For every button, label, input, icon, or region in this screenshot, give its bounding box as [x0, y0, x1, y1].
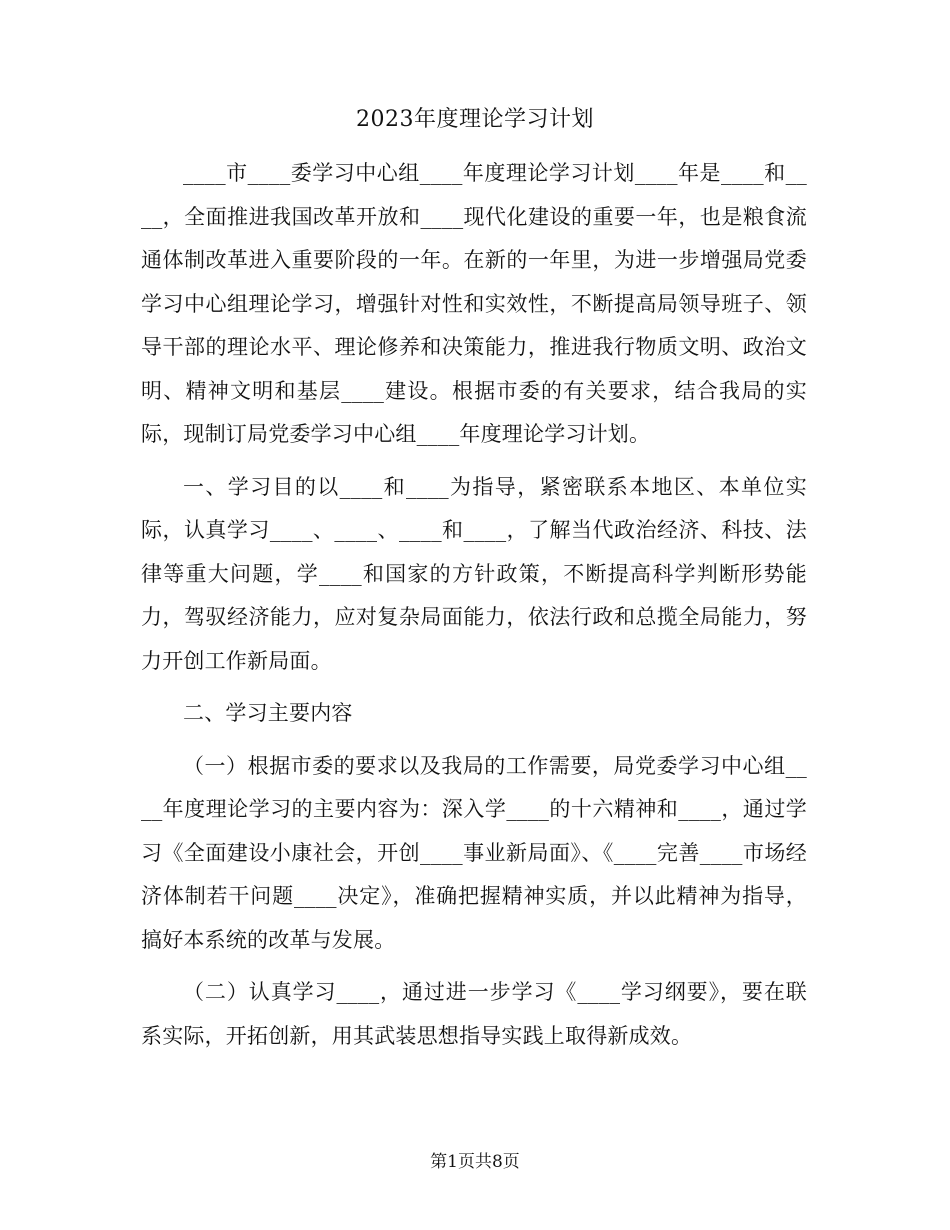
paragraph-intro: ____市____委学习中心组____年度理论学习计划____年是____和____，全面推进我国改革开放和____现代化建设的重要一年，也是粮食流通体制改革进入重要阶段的一年。在新的一年里，为进一步增强局党委学习中心组理论学习，增强针对性和实效性，不断提高局领导班子、领导干部的理论水平、理论修养和决策能力，推进我行物质文明、政治文明、精神文明和基层____建设。根据市委的有关要求，结合我局的实际，现制订局党委学习中心组____年度理论学习计划。 [141, 161, 807, 446]
document-body [141, 152, 807, 1058]
paragraph-section-2-heading: 二、学习主要内容 [183, 701, 353, 725]
paragraph-section-1: 一、学习目的以____和____为指导，紧密联系本地区、本单位实际，认真学习____、____、____和____，了解当代政治经济、科技、法律等重大问题，学____和国家的方针政策，不断提高科学判断形势能力，驾驭经济能力，应对复杂局面能力，依法行政和总揽全局能力，努力开创工作新局面。 [141, 474, 807, 673]
paragraph-section-2-item-2: （二）认真学习____，通过进一步学习《____学习纲要》，要在联系实际，开拓创新，用其武装思想指导实践上取得新成效。 [141, 980, 807, 1048]
page-number-footer: 第1页共8页 [430, 1152, 520, 1172]
paragraph-section-2-item-1: （一）根据市委的要求以及我局的工作需要，局党委学习中心组____年度理论学习的主要内容为：深入学____的十六精神和____，通过学习《全面建设小康社会，开创____事业新局面》、《____完善____市场经济体制若干问题____决定》，准确把握精神实质，并以此精神为指导，搞好本系统的改革与发展。 [141, 753, 807, 952]
document-title: 2023年度理论学习计划 [356, 107, 594, 132]
